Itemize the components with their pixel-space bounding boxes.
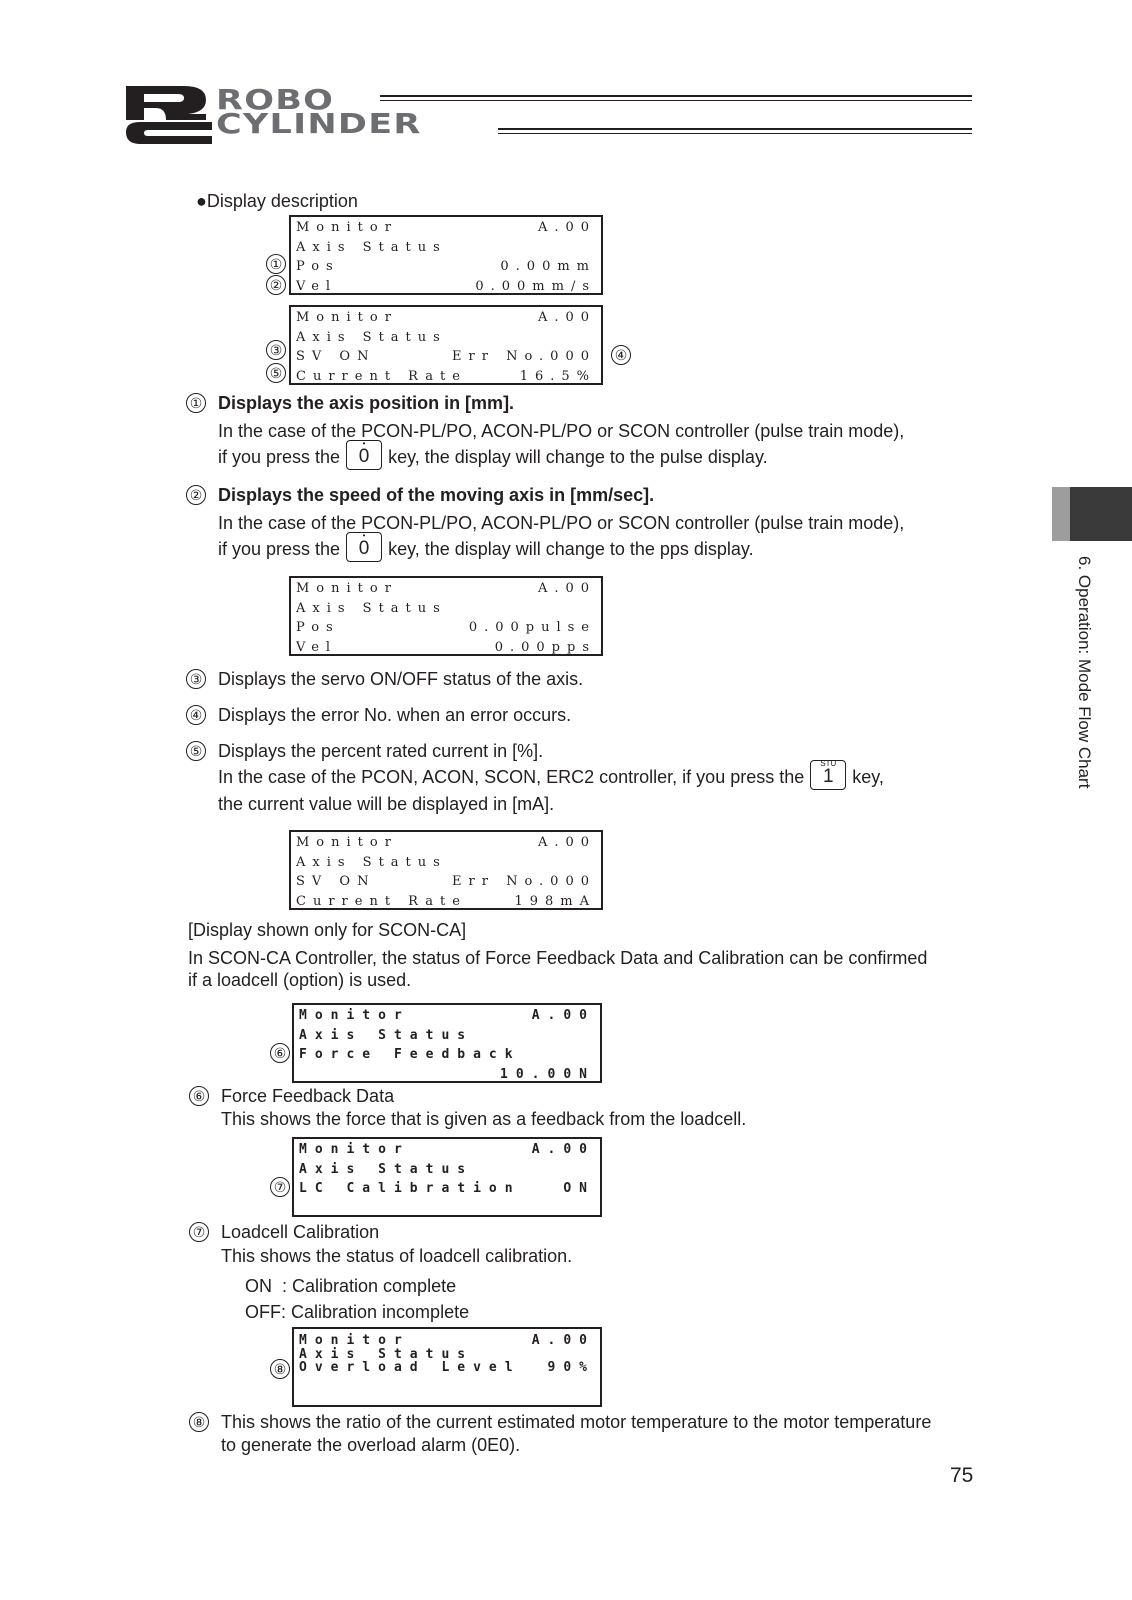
callout-2: ② <box>266 275 286 295</box>
item8-line1: This shows the ratio of the current estimated motor temperature to the motor temperature <box>221 1412 932 1432</box>
lcd-display-force-feedback: Monitor A.00 Axis Status Force Feedback 10.00N <box>292 1003 602 1083</box>
item7-text: This shows the status of loadcell calibration. <box>221 1246 573 1266</box>
callout-1: ① <box>266 254 286 274</box>
scon-ca-line1: In SCON-CA Controller, the status of Force Feedback Data and Calibration can be confirmed <box>188 948 928 968</box>
item6-title: Force Feedback Data <box>221 1086 395 1106</box>
robo-cylinder-logo-mark <box>126 86 212 144</box>
item6-text: This shows the force that is given as a feedback from the loadcell. <box>221 1109 747 1129</box>
chapter-tab <box>1070 487 1132 541</box>
lcd-display-lc-calibration: Monitor A.00 Axis Status LC Calibration ON <box>292 1137 602 1217</box>
callout-2: ② <box>186 485 206 505</box>
scon-ca-line2: if a loadcell (option) is used. <box>188 970 412 990</box>
callout-5: ⑤ <box>186 741 206 761</box>
item2-line2: if you press the • 0 key, the display will change to the pps display. <box>218 538 754 562</box>
item2-heading: Displays the speed of the moving axis in [mm/sec]. <box>218 485 655 505</box>
item1-line1: In the case of the PCON-PL/PO, ACON-PL/PO or SCON controller (pulse train mode), <box>218 421 905 441</box>
zero-key-icon: • 0 <box>346 440 382 470</box>
item1-heading: Displays the axis position in [mm]. <box>218 393 515 413</box>
page-number: 75 <box>950 1464 974 1487</box>
callout-8: ⑧ <box>189 1412 209 1432</box>
callout-6: ⑥ <box>270 1043 290 1063</box>
callout-7: ⑦ <box>270 1177 290 1197</box>
item7-title: Loadcell Calibration <box>221 1222 380 1242</box>
item8-line2: to generate the overload alarm (0E0). <box>221 1435 521 1455</box>
item5-text: Displays the percent rated current in [%]. <box>218 741 544 761</box>
lcd-display-overload: Monitor A.00 Axis Status Overload Level 90% <box>292 1327 602 1407</box>
lcd-display-pulse: Monitor A.00 Axis Status Pos 0.00pulse Vel 0.00pps <box>289 576 603 656</box>
section-title: ●Display description <box>196 191 358 211</box>
callout-8: ⑧ <box>270 1359 290 1379</box>
lcd-display-servo: Monitor A.00 Axis Status SV ON Err No.000 Current Rate 16.5% <box>289 305 603 385</box>
item7-off: OFF: Calibration incomplete <box>245 1302 470 1322</box>
header-rule <box>498 128 972 130</box>
chapter-tab-accent <box>1052 487 1070 541</box>
callout-6: ⑥ <box>189 1086 209 1106</box>
callout-7: ⑦ <box>189 1222 209 1242</box>
zero-key-icon: • 0 <box>346 532 382 562</box>
one-key-icon: STU 1 <box>810 760 846 790</box>
logo-line-robo: ROBO <box>216 83 335 116</box>
item3-text: Displays the servo ON/OFF status of the axis. <box>218 669 584 689</box>
header-rule <box>380 95 972 97</box>
logo-line-cylinder: CYLINDER <box>216 107 422 140</box>
item7-on: ON : Calibration complete <box>245 1276 457 1296</box>
header-rule <box>498 133 972 134</box>
lcd-display-current: Monitor A.00 Axis Status SV ON Err No.000 Current Rate 198mA <box>289 830 603 910</box>
callout-3: ③ <box>266 340 286 360</box>
item1-line2: if you press the • 0 key, the display will change to the pulse display. <box>218 446 768 470</box>
item5-line2: In the case of the PCON, ACON, SCON, ERC2 controller, if you press the STU 1 key, <box>218 766 884 790</box>
chapter-caption: 6. Operation: Mode Flow Chart <box>1075 556 1094 789</box>
item5-line3: the current value will be displayed in [mA]. <box>218 794 555 814</box>
callout-4: ④ <box>611 345 631 365</box>
lcd-display-position: Monitor A.00 Axis Status Pos 0.00mm Vel 0.00mm/s <box>289 215 603 295</box>
callout-5: ⑤ <box>266 363 286 383</box>
callout-1: ① <box>186 393 206 413</box>
item2-line1: In the case of the PCON-PL/PO, ACON-PL/PO or SCON controller (pulse train mode), <box>218 513 905 533</box>
header-rule <box>380 100 972 101</box>
scon-ca-title: [Display shown only for SCON-CA] <box>188 920 467 940</box>
item4-text: Displays the error No. when an error occurs. <box>218 705 572 725</box>
callout-4: ④ <box>186 705 206 725</box>
callout-3: ③ <box>186 669 206 689</box>
